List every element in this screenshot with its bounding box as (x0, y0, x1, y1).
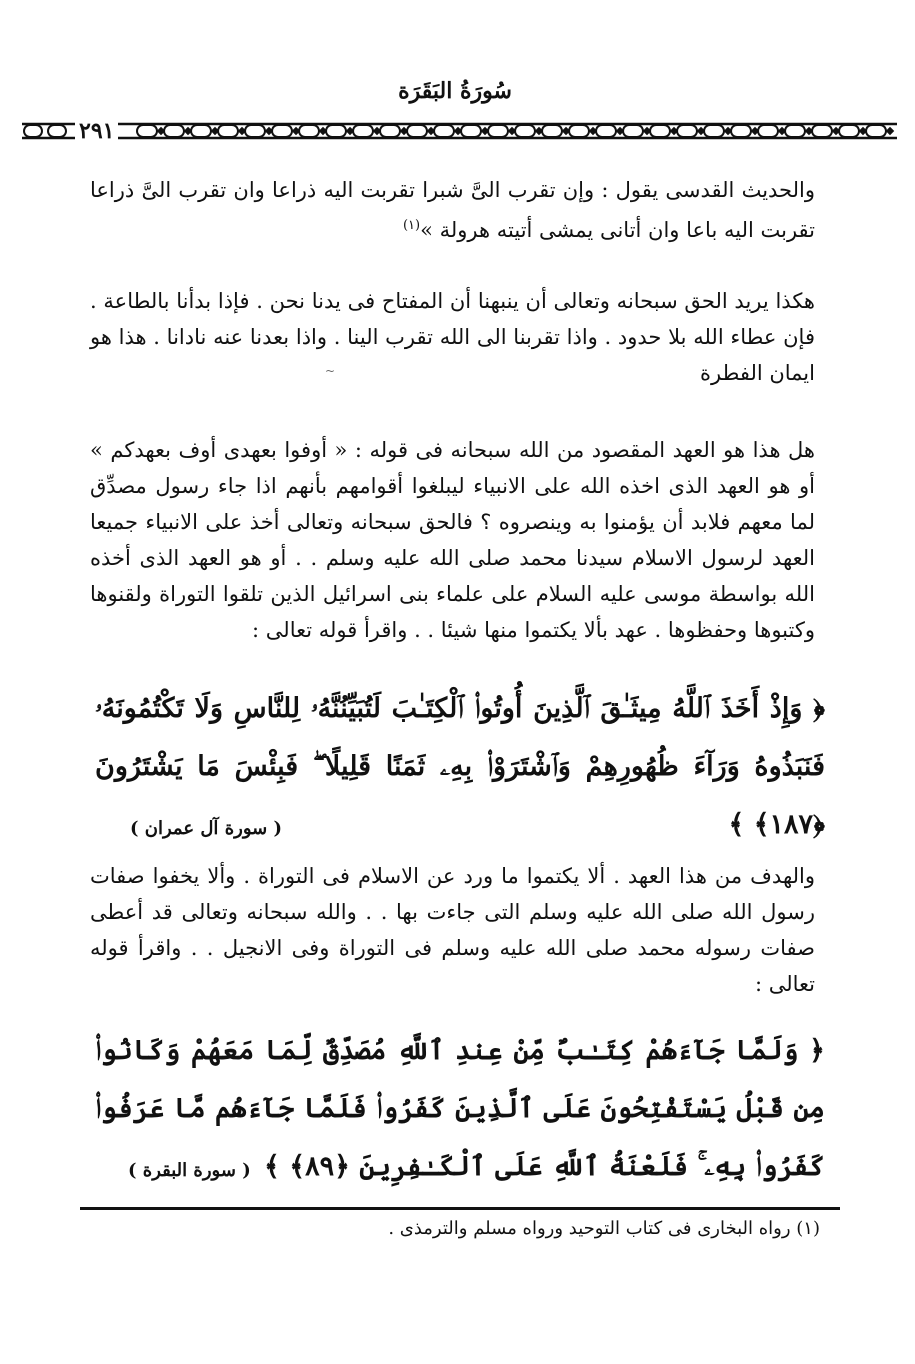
quran-verse-baqarah: ﴿ وَلَمَّا جَآءَهُمْ كِتَـٰبٌ مِّنْ عِندِ ٱللَّهِ مُصَدِّقٌ لِّمَا مَعَهُمْ وَكَانُوا۟ مِن قَبْلُ يَسْتَفْتِحُونَ عَلَى ٱلَّذِينَ كَفَرُوا۟ فَلَمَّا جَآءَهُم مَّا عَرَفُوا۟ كَفَرُوا۟ بِهِۦ ۚ فَلَعْنَةُ ٱللَّهِ عَلَى ٱلْكَـٰفِرِينَ ﴿٨٩﴾ ﴾ (95, 1035, 825, 1182)
ornament-cell (407, 125, 427, 137)
page-number: ٢٩١ (75, 118, 118, 144)
ornament-dot (212, 128, 218, 134)
ornament-cell (569, 125, 589, 137)
ornament-cell (272, 125, 292, 137)
ornament-dot (752, 128, 758, 134)
ornament-dot (671, 128, 677, 134)
ornament-dot (698, 128, 704, 134)
ornament-dot (563, 128, 569, 134)
ornament-dot (266, 128, 272, 134)
ornament-cell (353, 125, 373, 137)
ornamental-border (22, 112, 897, 148)
ornament-cell (866, 125, 886, 137)
ornament-cell (434, 125, 454, 137)
ornament-dot (806, 128, 812, 134)
ornament-cell (137, 125, 157, 137)
ornament-cell (785, 125, 805, 137)
ornament-dot (374, 128, 380, 134)
paragraph-hadith-text: والحديث القدسى يقول : وإن تقرب الىَّ شبرا تقربت اليه ذراعا وان تقرب الىَّ ذراعا تقربت اليه باعا وان أتانى يمشى أتيته هرولة » (90, 178, 815, 242)
ornament-cell (839, 125, 859, 137)
ornament-cell (758, 125, 778, 137)
footnote-divider (80, 1207, 840, 1210)
ornament-cell (542, 125, 562, 137)
stray-mark: ~ (325, 364, 336, 378)
ornament-cell (299, 125, 319, 137)
paragraph-purpose: والهدف من هذا العهد . ألا يكتموا ما ورد عن الاسلام فى التوراة . وألا يخفوا صفات رسول الله صلى الله عليه وسلم التى جاءت بها . . والله سبحانه وتعالى قد أعطى صفات رسوله محمد صلى الله عليه وسلم فى التوراة وفى الانجيل . . واقرأ قوله تعالى : (90, 864, 815, 996)
ornament-cell (191, 125, 211, 137)
paragraph-covenant: هل هذا هو العهد المقصود من الله سبحانه فى قوله : « أوفوا بعهدى أوف بعهدكم » أو هو العهد الذى اخذه الله على الانبياء ليبلغوا أقوامهم بأنهم اذا جاء رسول مصدِّق لما معهم فلابد أن يؤمنوا به وينصروه ؟ فالحق سبحانه وتعالى أخذ على الانبياء جميعا العهد لرسول الاسلام سيدنا محمد صلى الله عليه وسلم . . أو هو العهد الذى أخذه الله بواسطة موسى عليه السلام على علماء بنى اسرائيل الذين تلقوا التوراة ولقنوها وكتبوها وحفظوها . عهد بألا يكتموا منها شيئا . . واقرأ قوله تعالى : (90, 438, 816, 642)
paragraph-hadith (90, 172, 815, 248)
ornament-dot (725, 128, 731, 134)
ornament-dot (239, 128, 245, 134)
ornament-dot (617, 128, 623, 134)
ornament-dot (401, 128, 407, 134)
ornament-cell (650, 125, 670, 137)
ornament-dot (887, 128, 893, 134)
ornament-cell (488, 125, 508, 137)
footnote-ref: (١) (402, 218, 421, 233)
ornament-cell (461, 125, 481, 137)
ornament-cell (380, 125, 400, 137)
verse-source-baqarah: ( سورة البقرة ) (128, 1160, 251, 1181)
ornament-cell (245, 125, 265, 137)
paragraph-commentary: هكذا يريد الحق سبحانه وتعالى أن ينبهنا أن المفتاح فى يدنا نحن . فإذا بدأنا بالطاعة . فإن عطاء الله بلا حدود . واذا تقربنا الى الله تقرب الينا . واذا بعدنا عنه نادانا . هذا هو ايمان الفطرة (90, 289, 815, 385)
ornament-cell (731, 125, 751, 137)
ornament-cell (515, 125, 535, 137)
quran-verse-al-imran: ﴿ وَإِذْ أَخَذَ ٱللَّهُ مِيثَـٰقَ ٱلَّذِينَ أُوتُوا۟ ٱلْكِتَـٰبَ لَتُبَيِّنُنَّهُۥ لِلنَّاسِ وَلَا تَكْتُمُونَهُۥ فَنَبَذُوهُ وَرَآءَ ظُهُورِهِمْ وَٱشْتَرَوْا۟ بِهِۦ ثَمَنًا قَلِيلًا ۖ فَبِئْسَ مَا يَشْتَرُونَ ﴿١٨٧﴾ ﴾ (95, 693, 825, 840)
ornament-cell (677, 125, 697, 137)
ornament-cell (164, 125, 184, 137)
ornament-dot (509, 128, 515, 134)
ornament-dot (779, 128, 785, 134)
ornament-cell (218, 125, 238, 137)
verse-source-al-imran: ( سورة آل عمران ) (130, 818, 282, 839)
ornament-dot (590, 128, 596, 134)
ornament-cell (596, 125, 616, 137)
ornament-dot (293, 128, 299, 134)
ornament-dot (860, 128, 866, 134)
ornament-dot (347, 128, 353, 134)
ornament-dot (158, 128, 164, 134)
ornament-dot (428, 128, 434, 134)
ornament-dot (536, 128, 542, 134)
ornament-cell (24, 125, 42, 137)
ornament-cell (326, 125, 346, 137)
ornament-dot (320, 128, 326, 134)
ornament-cell (704, 125, 724, 137)
ornament-dot (833, 128, 839, 134)
ornament-dot (455, 128, 461, 134)
surah-title: سُورَةُ البَقَرَة (398, 78, 512, 104)
ornament-cell (623, 125, 643, 137)
ornament-cell (812, 125, 832, 137)
ornament-dot (185, 128, 191, 134)
ornament-dot (482, 128, 488, 134)
ornament-cell (48, 125, 66, 137)
footnote: (١) رواه البخارى فى كتاب التوحيد ورواه مسلم والترمذى . (388, 1218, 820, 1239)
ornament-dot (644, 128, 650, 134)
